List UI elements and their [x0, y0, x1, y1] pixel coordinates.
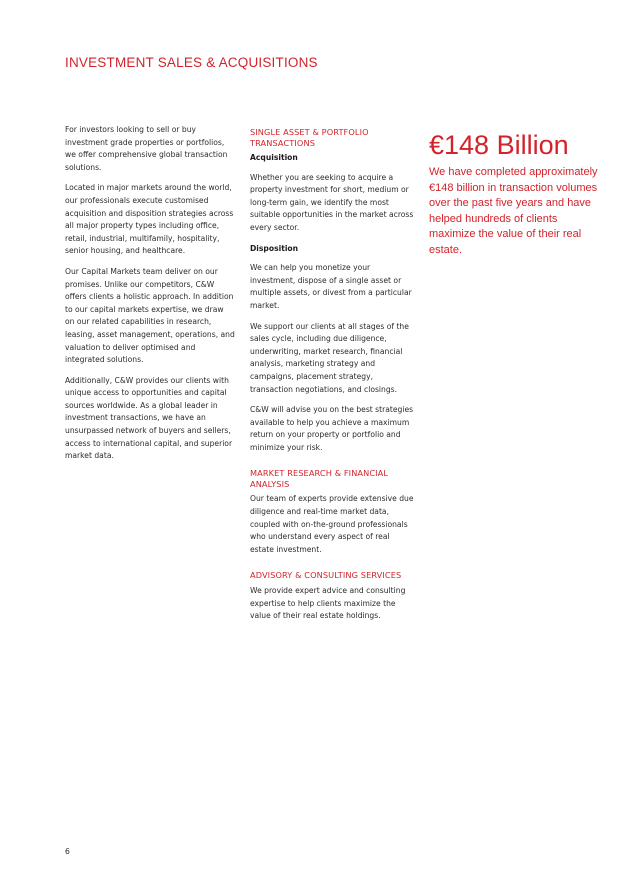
markets-paragraph: Located in major markets around the world, our professionals execute customised acquisition and disposition strategies across all major property types including office, retail, industrial, multifamily, hospitality, senior housing, and healthcare. [65, 183, 234, 256]
advisory-text: We provide expert advice and consulting expertise to help clients maximize the value of their real estate holdings. [250, 585, 406, 621]
stat-description: We have completed approximately €148 billion in transaction volumes over the past five years and have helped hundreds of clients maximize the value of their real estate. [429, 166, 598, 256]
page-number: 6 [65, 847, 70, 856]
advisory-heading: ADVISORY & CONSULTING SERVICES [250, 570, 402, 581]
single-asset-heading: SINGLE ASSET & PORTFOLIO TRANSACTIONS [250, 127, 369, 148]
capital-markets-paragraph: Our Capital Markets team deliver on our promises. Unlike our competitors, C&W offers clients a holistic approach. In addition to our capital markets expertise, we draw on our related capabilities in research, leasing, asset management, operations, and valuation to deliver optimised and integrated solutions. [65, 266, 235, 365]
disposition-text: We can help you monetize your investment, dispose of a single asset or multiple assets, or divest from a particular market. [250, 263, 412, 310]
advise-text: C&W will advise you on the best strategies available to help you achieve a maximum return on your property or portfolio and minimize your risk. [250, 405, 414, 452]
support-text: We support our clients at all stages of the sales cycle, including due diligence, underwriting, market research, financial analysis, marketing strategy and campaigns, placement strategy, transaction negotiations, and closings. [250, 321, 409, 394]
intro-paragraph: For investors looking to sell or buy investment grade properties or portfolios, we offer comprehensive global transaction solutions. [65, 125, 228, 172]
middle-column [250, 127, 415, 631]
stat-value: €148 Billion [429, 130, 569, 160]
access-paragraph: Additionally, C&W provides our clients with unique access to opportunities and capital sources worldwide. As a global leader in investment transactions, we have an unsurpassed network of buyers and sellers, access to international capital, and superior market data. [65, 375, 233, 461]
acquisition-text: Whether you are seeking to acquire a property investment for short, medium or long-term gain, we identify the most suitable opportunities in the market across every sector. [250, 172, 414, 232]
market-research-heading: MARKET RESEARCH & FINANCIAL ANALYSIS [250, 468, 389, 489]
left-column [65, 124, 235, 471]
acquisition-heading: Acquisition [250, 153, 298, 162]
disposition-heading: Disposition [250, 243, 299, 253]
market-research-text: Our team of experts provide extensive due diligence and real-time market data, coupled with on-the-ground professionals who understand every aspect of real estate investment. [250, 494, 414, 554]
page-title: INVESTMENT SALES & ACQUISITIONS [65, 55, 318, 70]
right-column [429, 128, 599, 258]
